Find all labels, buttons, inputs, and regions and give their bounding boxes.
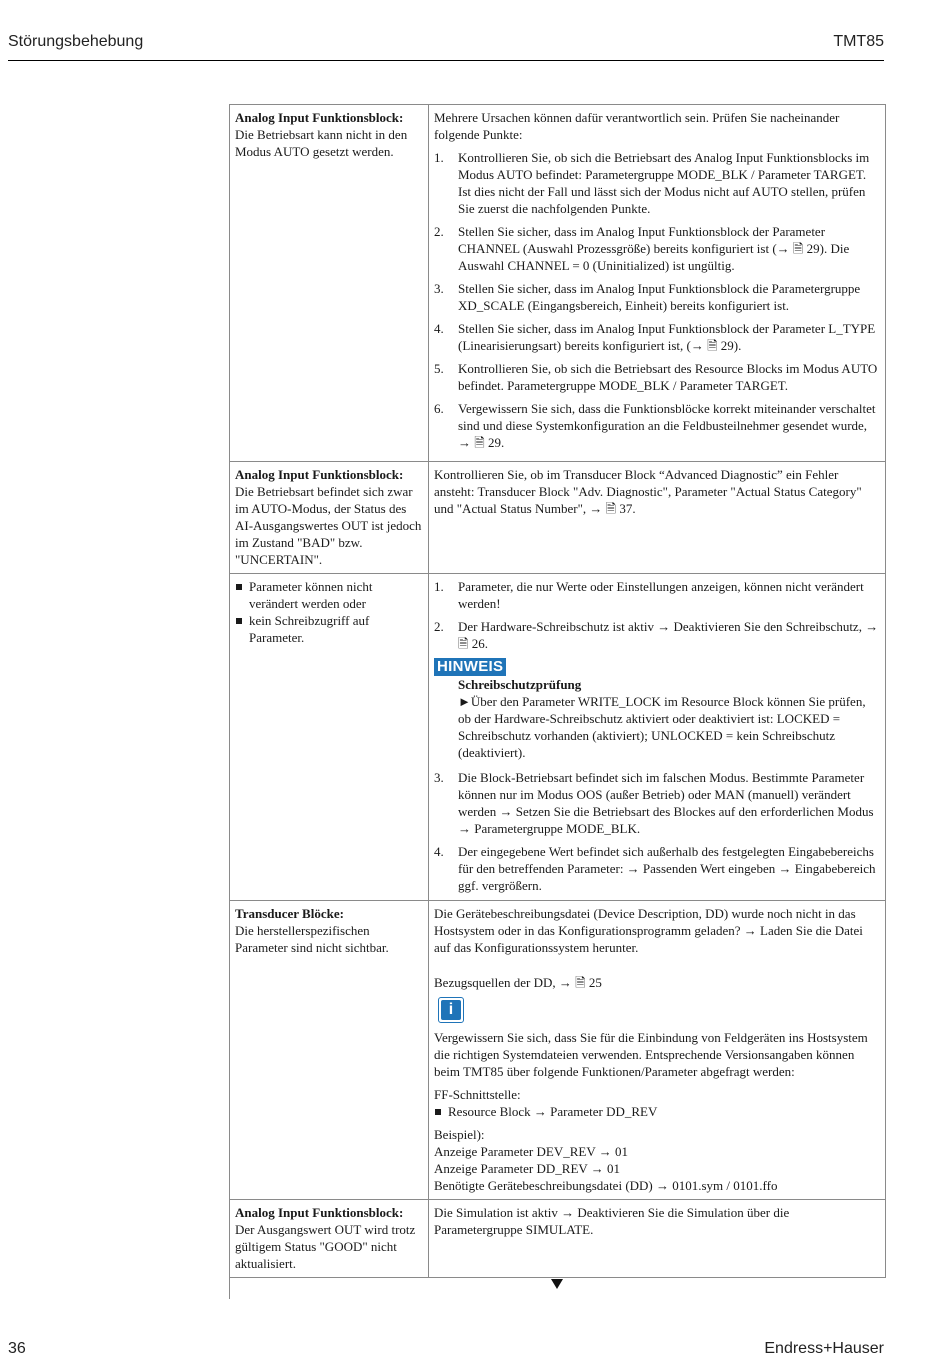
solution-cell xyxy=(429,901,886,1200)
notice-title: Schreibschutzprüfung xyxy=(458,677,582,692)
solution-cell xyxy=(429,574,886,901)
ff-bullet-list xyxy=(434,1103,880,1120)
header-rule xyxy=(8,60,884,61)
step-text: Der Hardware-Schreibschutz ist aktiv → Deaktivieren Sie den Schreibschutz, → 🗎 26. xyxy=(458,619,879,651)
step-number: 2. xyxy=(434,224,444,239)
table-continuation-line xyxy=(229,1273,230,1299)
notice-text: ►Über den Parameter WRITE_LOCK im Resource Block können Sie prüfen, ob der Hardware-Schreibschutz aktiviert oder deaktiviert ist: LOCKED = Schreibschutz vorhanden (aktiviert); UNLOCKED = kein Schreibschutz (deaktiviert). xyxy=(458,694,866,760)
continuation-arrow-icon xyxy=(551,1279,563,1289)
dd-source-reference: Bezugsquellen der DD, → 🗎 25 xyxy=(434,975,602,990)
solution-text: Kontrollieren Sie, ob im Transducer Block “Advanced Diagnostic” ein Fehler ansteht: Transducer Block "Adv. Diagnostic", Parameter "Actual Status Category" und "Actual Status Number", → 🗎 37. xyxy=(434,467,862,516)
step-number: 5. xyxy=(434,361,444,376)
step-text: Kontrollieren Sie, ob sich die Betriebsart des Analog Input Funktionsblocks im Modus AUTO befindet: Parametergruppe MODE_BLK / Parameter TARGET. Ist dies nicht der Fall und lässt sich der Modus nicht auf AUTO stellen, prüfen Sie zuerst die nachfolgenden Punkte. xyxy=(458,150,870,216)
bullet-square-icon xyxy=(236,584,242,590)
solution-cell xyxy=(429,1200,886,1278)
step-number: 2. xyxy=(434,619,444,634)
step-list xyxy=(434,149,880,451)
solution-intro: Mehrere Ursachen können dafür verantwortlich sein. Prüfen Sie nacheinander folgende Punkte: xyxy=(434,110,840,142)
step-text: Die Block-Betriebsart befindet sich im falschen Modus. Bestimmte Parameter können nur im Modus OOS (außer Betrieb) oder MAN (manuell) verändert werden → Setzen Sie die Betriebsart des Blockes auf den erforderlichen Modus → Parametergruppe MODE_BLK. xyxy=(458,770,874,836)
list-item xyxy=(235,612,423,646)
list-item xyxy=(434,280,880,314)
list-item xyxy=(235,578,423,612)
problem-title: Analog Input Funktionsblock: xyxy=(235,467,404,482)
table-row xyxy=(230,574,886,901)
notice-label: HINWEIS xyxy=(434,658,506,676)
example-label: Beispiel): xyxy=(434,1127,485,1142)
ff-interface-label: FF-Schnittstelle: xyxy=(434,1087,521,1102)
problem-title: Analog Input Funktionsblock: xyxy=(235,1205,404,1220)
problem-text: Die Betriebsart kann nicht in den Modus AUTO gesetzt werden. xyxy=(235,127,408,159)
example-line: Anzeige Parameter DD_REV → 01 xyxy=(434,1161,621,1176)
list-item xyxy=(434,1103,880,1120)
problem-text: Der Ausgangswert OUT wird trotz gültigem Status "GOOD" nicht aktualisiert. xyxy=(235,1222,416,1271)
brand-name: Endress+Hauser xyxy=(764,1340,884,1357)
list-item xyxy=(434,320,880,354)
solution-text: Die Gerätebeschreibungsdatei (Device Description, DD) wurde noch nicht in das Hostsystem oder in das Konfigurationsprogramm geladen? → Laden Sie die Datei auf das Konfigurationssystem herunter. xyxy=(434,906,863,955)
problem-title: Analog Input Funktionsblock: xyxy=(235,110,404,125)
step-number: 1. xyxy=(434,150,444,165)
solution-cell xyxy=(429,462,886,574)
info-icon: i xyxy=(438,997,464,1023)
list-item xyxy=(434,149,880,217)
problem-cell xyxy=(230,901,429,1200)
table-row xyxy=(230,1200,886,1278)
step-text: Kontrollieren Sie, ob sich die Betriebsart des Resource Blocks im Modus AUTO befindet. Parametergruppe MODE_BLK / Parameter TARGET. xyxy=(458,361,878,393)
solution-cell xyxy=(429,105,886,462)
list-item xyxy=(434,223,880,274)
bullet-text: kein Schreibzugriff auf Parameter. xyxy=(249,613,370,645)
problem-text: Die Betriebsart befindet sich zwar im AUTO-Modus, der Status des AI-Ausgangswertes OUT ist jedoch im Zustand "BAD" bzw. "UNCERTAIN". xyxy=(235,484,422,567)
table-row xyxy=(230,105,886,462)
step-text: Stellen Sie sicher, dass im Analog Input Funktionsblock der Parameter CHANNEL (Auswahl Prozessgröße) bereits konfiguriert ist (→ 🗎 29). Die Auswahl CHANNEL = 0 (Uninitialized) ist ungültig. xyxy=(458,224,850,273)
problem-cell xyxy=(230,574,429,901)
list-item xyxy=(434,618,880,652)
running-header-product: TMT85 xyxy=(833,33,884,50)
problem-cell xyxy=(230,105,429,462)
step-number: 4. xyxy=(434,321,444,336)
list-item xyxy=(434,769,880,837)
problem-title: Transducer Blöcke: xyxy=(235,906,344,921)
step-number: 6. xyxy=(434,401,444,416)
table-row xyxy=(230,462,886,574)
bullet-square-icon xyxy=(435,1109,441,1115)
problem-cell xyxy=(230,462,429,574)
list-item xyxy=(434,843,880,894)
solution-text: Die Simulation ist aktiv → Deaktivieren Sie die Simulation über die Parametergruppe SIMULATE. xyxy=(434,1205,790,1237)
troubleshooting-table xyxy=(229,104,886,1278)
step-number: 1. xyxy=(434,579,444,594)
running-header-section: Störungsbehebung xyxy=(8,33,144,50)
step-text: Der eingegebene Wert befindet sich außerhalb des festgelegten Eingabebereichs für den betreffenden Parameter: → Passenden Wert eingeben → Eingabebereich ggf. vergrößern. xyxy=(458,844,876,893)
bullet-text: Resource Block → Parameter DD_REV xyxy=(448,1104,658,1119)
solution-text: Vergewissern Sie sich, dass Sie für die Einbindung von Feldgeräten ins Hostsystem die richtigen Systemdateien verwenden. Entsprechende Versionsangaben können beim TMT85 über folgende Funktionen/Parameter abgefragt werden: xyxy=(434,1030,868,1079)
page-number: 36 xyxy=(8,1340,26,1357)
bullet-square-icon xyxy=(236,618,242,624)
problem-bullet-list xyxy=(235,578,423,646)
step-list xyxy=(434,769,880,894)
problem-text: Die herstellerspezifischen Parameter sind nicht sichtbar. xyxy=(235,923,389,955)
step-text: Vergewissern Sie sich, dass die Funktionsblöcke korrekt miteinander verschaltet sind und diese Systemkonfiguration an die Feldbusteilnehmer gesendet wurde, → 🗎 29. xyxy=(458,401,876,450)
list-item xyxy=(434,578,880,612)
problem-cell xyxy=(230,1200,429,1278)
bullet-text: Parameter können nicht verändert werden oder xyxy=(249,579,373,611)
step-text: Stellen Sie sicher, dass im Analog Input Funktionsblock die Parametergruppe XD_SCALE (Eingangsbereich, Einheit) bereits konfiguriert ist. xyxy=(458,281,861,313)
step-number: 3. xyxy=(434,281,444,296)
notice-box xyxy=(434,658,880,761)
step-text: Stellen Sie sicher, dass im Analog Input Funktionsblock der Parameter L_TYPE (Linearisierungsart) bereits konfiguriert ist, (→ 🗎 29). xyxy=(458,321,876,353)
list-item xyxy=(434,400,880,451)
table-row xyxy=(230,901,886,1200)
list-item xyxy=(434,360,880,394)
notice-body xyxy=(434,676,880,761)
step-number: 3. xyxy=(434,770,444,785)
example-line: Benötigte Gerätebeschreibungsdatei (DD) → 0101.sym / 0101.ffo xyxy=(434,1178,778,1193)
step-text: Parameter, die nur Werte oder Einstellungen anzeigen, können nicht verändert werden! xyxy=(458,579,864,611)
step-list xyxy=(434,578,880,652)
step-number: 4. xyxy=(434,844,444,859)
example-line: Anzeige Parameter DEV_REV → 01 xyxy=(434,1144,628,1159)
